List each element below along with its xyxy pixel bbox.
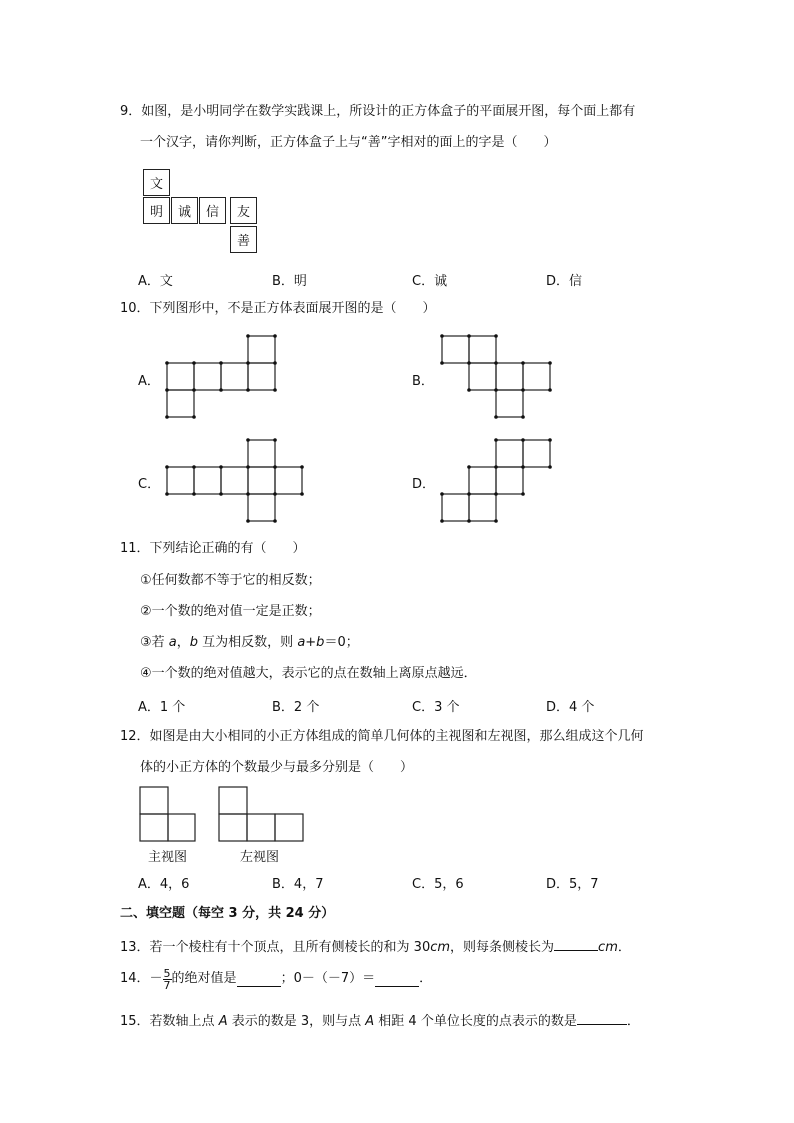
q11-statement-4: ④一个数的绝对值越大，表示它的点在数轴上离原点越远． <box>140 666 477 681</box>
q14-answer-blank-1[interactable] <box>237 972 281 987</box>
q13-unit-2: cm <box>598 940 618 955</box>
q11-option-a: A．1 个 <box>138 700 186 715</box>
q15-text <box>120 1010 640 1031</box>
section-2-heading: 二、填空题（每空 3 分，共 24 分） <box>120 906 335 921</box>
net-cell-shan: 善 <box>230 226 257 253</box>
q13-answer-blank[interactable] <box>554 936 598 951</box>
q13-pre: 13．若一个棱柱有十个顶点，且所有侧棱长的和为 30 <box>120 940 431 955</box>
fraction-numerator: 5 <box>163 966 171 980</box>
q15-mid: 表示的数是 3，则与点 <box>227 1014 366 1029</box>
s3-end: ＝0； <box>324 635 359 650</box>
q11-option-b: B．2 个 <box>272 700 320 715</box>
q11-text: 11．下列结论正确的有（ ） <box>120 541 306 556</box>
net-cell-ming: 明 <box>143 197 170 224</box>
q10-text: 10．下列图形中，不是正方体表面展开图的是（ ） <box>120 301 436 316</box>
net-cell-you: 友 <box>230 197 257 224</box>
q9-option-d: D．信 <box>546 274 583 289</box>
q15-mid2: 相距 4 个单位长度的点表示的数是 <box>374 1014 577 1029</box>
q12-option-c: C．5，6 <box>412 877 464 892</box>
q13-end: ． <box>617 940 631 955</box>
var-b: b <box>189 635 199 650</box>
q14-mid: 的绝对值是 <box>171 971 237 986</box>
q12-line1: 12．如图是由大小相同的小正方体组成的简单几何体的主视图和左视图，那么组成这个几何 <box>120 729 644 744</box>
left-view-square <box>247 814 275 841</box>
q14-mid2: ；0－（－7）＝ <box>280 971 376 986</box>
q10-label-d: D． <box>412 477 436 492</box>
q15-point-a: A <box>218 1014 228 1029</box>
q14-end: ． <box>419 971 433 986</box>
q10-label-c: C． <box>138 477 161 492</box>
left-view-square <box>219 787 247 814</box>
q14-pre: 14．－ <box>120 971 163 986</box>
q13-text <box>120 936 631 957</box>
s3-mid: 互为相反数，则 <box>198 635 298 650</box>
q11-statement-2: ②一个数的绝对值一定是正数； <box>140 604 321 619</box>
left-view-caption: 左视图 <box>240 850 280 865</box>
q13-unit: cm <box>430 940 451 955</box>
fraction-denominator: 7 <box>163 978 171 992</box>
q14-text <box>120 964 432 994</box>
q11-option-d: D．4 个 <box>546 700 595 715</box>
front-view-caption: 主视图 <box>148 850 188 865</box>
q13-mid: ，则每条侧棱长为 <box>450 940 555 955</box>
var-a: a <box>168 635 177 650</box>
q15-end: ． <box>626 1014 640 1029</box>
q9-line2: 一个汉字，请你判断，正方体盒子上与“善”字相对的面上的字是（ ） <box>140 135 557 150</box>
q9-option-a: A．文 <box>138 274 173 289</box>
net-cell-wen: 文 <box>143 169 170 196</box>
q12-option-b: B．4，7 <box>272 877 324 892</box>
q9-option-c: C．诚 <box>412 274 448 289</box>
q11-option-c: C．3 个 <box>412 700 460 715</box>
q12-option-d: D．5，7 <box>546 877 599 892</box>
s3-pre: ③若 <box>140 635 169 650</box>
q15-pre: 15．若数轴上点 <box>120 1014 219 1029</box>
q12-line2: 体的小正方体的个数最少与最多分别是（ ） <box>140 760 414 775</box>
q15-answer-blank[interactable] <box>577 1010 627 1025</box>
net-cell-cheng: 诚 <box>171 197 198 224</box>
left-view-square <box>275 814 303 841</box>
q14-fraction <box>163 968 172 991</box>
q11-statement-1: ①任何数都不等于它的相反数； <box>140 573 321 588</box>
q14-answer-blank-2[interactable] <box>375 972 419 987</box>
q10-label-b: B． <box>412 374 434 389</box>
s3-comma: ， <box>176 635 190 650</box>
q12-option-a: A．4，6 <box>138 877 190 892</box>
q15-point-a-2: A <box>365 1014 375 1029</box>
q9-option-b: B．明 <box>272 274 307 289</box>
expr-a-plus-b: a+b <box>297 635 325 650</box>
net-cell-xin: 信 <box>199 197 226 224</box>
left-view-square <box>219 814 247 841</box>
q10-label-a: A． <box>138 374 160 389</box>
q9-line1: 9．如图，是小明同学在数学实践课上，所设计的正方体盒子的平面展开图，每个面上都有 <box>120 104 636 119</box>
